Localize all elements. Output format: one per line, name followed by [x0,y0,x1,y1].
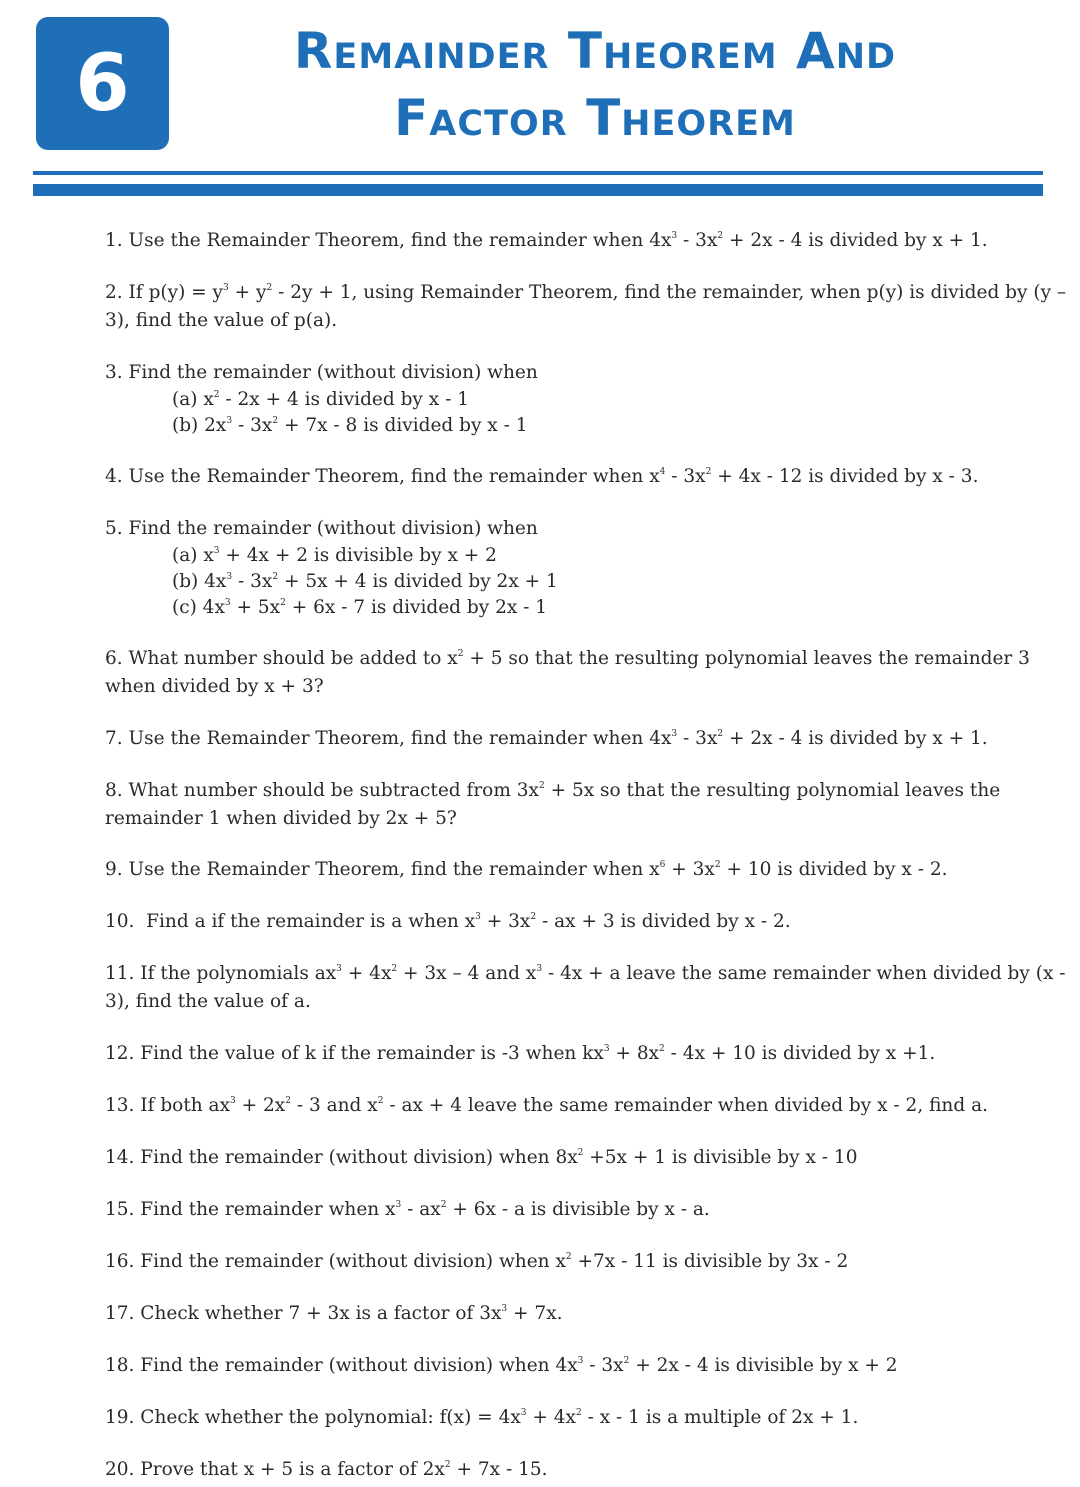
question-8 [105,777,1001,833]
question-subpart: (a) $x^3 + 4x + 2$ is divisible by x + 2 [172,545,497,566]
question-text-line: when divided by x + 3? [105,676,324,697]
question-text-line: 10. Find a if the remainder is a when $x^3 + 3x^2$ - ax + 3 is divided by x - 2. [105,911,791,932]
question-12 [105,1040,995,1068]
question-text-line: 11. If the polynomials $ax^3 + 4x^2 + 3x - 4$ and $x^3 - 4x + a$ leave the same remainder when divided by (x - [105,963,1066,984]
question-text-line: 20. Prove that x + 5 is a factor of $2x^2 + 7x - 15$. [105,1459,548,1480]
question-5 [105,515,995,621]
question-text-line: 17. Check whether 7 + 3x is a factor of $3x^3 + 7x$. [105,1303,563,1324]
question-17 [105,1300,995,1328]
question-text-line: 19. Check whether the polynomial: $f(x) = 4x^3 + 4x^2 - x - 1$ is a multiple of 2x + 1. [105,1407,859,1428]
question-text-line: 4. Use the Remainder Theorem, find the remainder when $x^4 - 3x^2 + 4x - 12$ is divided by x - 3. [105,466,979,487]
question-2 [105,279,1067,335]
question-text-line: 12. Find the value of k if the remainder is -3 when $kx^3 + 8x^2 - 4x + 10$ is divided by x +1. [105,1043,936,1064]
chapter-title [200,18,990,152]
question-text-line: 18. Find the remainder (without division) when $4x^3 - 3x^2 + 2x - 4$ is divisible by x + 2 [105,1355,898,1376]
question-text-line: 6. What number should be added to $x^2 + 5$ so that the resulting polynomial leaves the remainder 3 [105,648,1030,669]
question-text-line: remainder 1 when divided by 2x + 5? [105,808,457,829]
question-text-line: 8. What number should be subtracted from $3x^2 + 5x$ so that the resulting polynomial leaves the [105,780,1001,801]
question-13 [105,1092,995,1120]
question-text-line: 3), find the value of a. [105,991,311,1012]
question-1 [105,227,995,255]
question-text-line: 7. Use the Remainder Theorem, find the remainder when $4x^3 - 3x^2 + 2x - 4$ is divided by x + 1. [105,728,988,749]
question-14 [105,1144,995,1172]
chapter-title-line-2: Factor Theorem [394,89,796,147]
question-subpart: (b) $4x^3 - 3x^2 + 5x + 4$ is divided by 2x + 1 [172,571,558,592]
question-16 [105,1248,995,1276]
question-text-line: 5. Find the remainder (without division) when [105,518,538,539]
question-9 [105,856,995,884]
header-divider-thin [33,171,1043,175]
question-7 [105,725,995,753]
question-15 [105,1196,995,1224]
question-text-line: 13. If both $ax^3 + 2x^2 - 3$ and $x^2$ - ax + 4 leave the same remainder when divided by x - 2, find a. [105,1095,988,1116]
question-subpart: (a) $x^2 - 2x + 4$ is divided by x - 1 [172,389,469,410]
question-18 [105,1352,995,1380]
question-subpart: (c) $4x^3 + 5x^2 + 6x - 7$ is divided by 2x - 1 [172,597,548,618]
question-text-line: 14. Find the remainder (without division) when $8x^2 +5x + 1$ is divisible by x - 10 [105,1147,858,1168]
question-text-line: 3), find the value of p(a). [105,310,338,331]
question-text-line: 2. If $p(y) = y^3 + y^2 - 2y + 1$, using Remainder Theorem, find the remainder, when p(y) is divided by (y – [105,282,1067,303]
question-10 [105,908,995,936]
question-text-line: 3. Find the remainder (without division) when [105,362,538,383]
question-3 [105,359,995,439]
chapter-number-badge [36,17,169,150]
question-subpart: (b) $2x^3 - 3x^2 + 7x - 8$ is divided by x - 1 [172,415,528,436]
chapter-number: 6 [75,38,130,129]
question-text-line: 1. Use the Remainder Theorem, find the remainder when $4x^3 - 3x^2 + 2x - 4$ is divided by x + 1. [105,230,988,251]
question-20 [105,1456,995,1484]
chapter-title-line-1: Remainder Theorem And [293,22,897,80]
question-4 [105,463,995,491]
question-text-line: 9. Use the Remainder Theorem, find the remainder when $x^6 + 3x^2 + 10$ is divided by x - 2. [105,859,948,880]
header-divider-thick [33,184,1043,196]
question-6 [105,645,1030,701]
question-11 [105,960,1066,1016]
question-19 [105,1404,995,1432]
question-text-line: 15. Find the remainder when $x^3 - ax^2 + 6x - a$ is divisible by x - a. [105,1199,710,1220]
question-text-line: 16. Find the remainder (without division) when $x^2 +7x - 11$ is divisible by 3x - 2 [105,1251,849,1272]
